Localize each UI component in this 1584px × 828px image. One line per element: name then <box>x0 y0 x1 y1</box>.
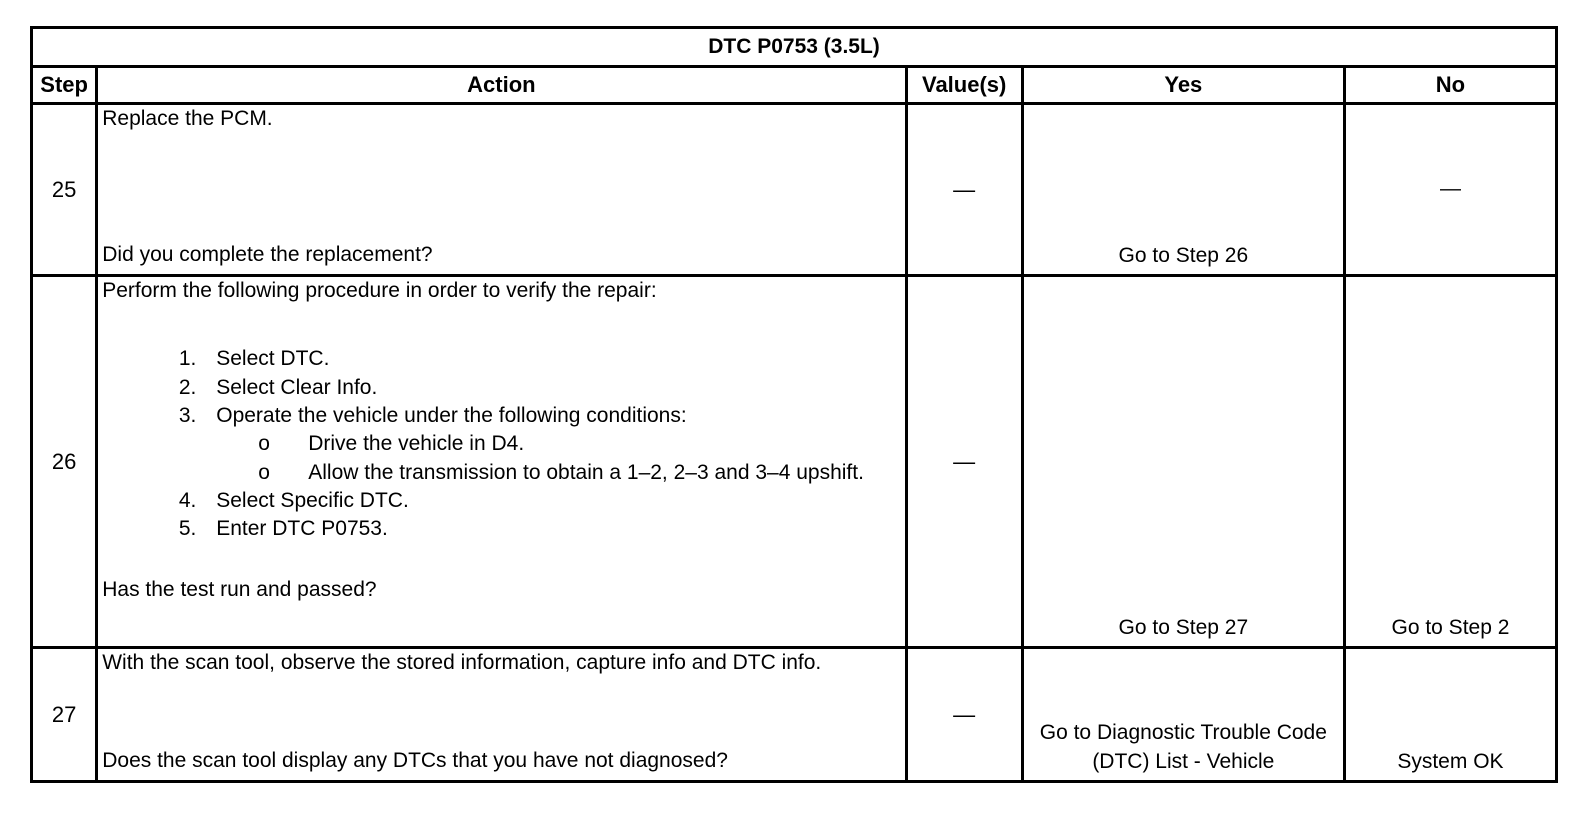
condition-item: o Drive the vehicle in D4. <box>308 430 900 458</box>
header-action: Action <box>97 67 906 104</box>
header-values: Value(s) <box>906 67 1022 104</box>
table-row-step-26 <box>32 276 1557 648</box>
condition-list <box>216 430 900 487</box>
header-no: No <box>1344 67 1556 104</box>
header-yes: Yes <box>1022 67 1344 104</box>
action-question: Does the scan tool display any DTCs that you have not diagnosed? <box>102 748 728 772</box>
procedure-step: 5. Enter DTC P0753. <box>202 515 900 543</box>
action-intro: Perform the following procedure in order to verify the repair: <box>102 279 657 302</box>
value-cell: — <box>906 104 1022 276</box>
no-cell: Go to Step 2 <box>1344 276 1556 648</box>
action-cell <box>97 276 906 648</box>
procedure-step <box>202 402 900 487</box>
table-row-step-27 <box>32 648 1557 782</box>
step-number: 27 <box>32 648 97 782</box>
value-cell: — <box>906 276 1022 648</box>
action-question: Did you complete the replacement? <box>102 242 433 266</box>
yes-cell: Go to Step 26 <box>1022 104 1344 276</box>
step-number: 25 <box>32 104 97 276</box>
yes-cell: Go to Diagnostic Trouble Code (DTC) List - Vehicle <box>1022 648 1344 782</box>
procedure-step: 2. Select Clear Info. <box>202 374 900 402</box>
procedure-step-text: Operate the vehicle under the following conditions: <box>216 404 687 428</box>
yes-cell: Go to Step 27 <box>1022 276 1344 648</box>
value-cell: — <box>906 648 1022 782</box>
action-cell <box>97 648 906 782</box>
table-row-step-25 <box>32 104 1557 276</box>
action-intro: Replace the PCM. <box>102 107 273 130</box>
no-cell: — <box>1344 104 1556 276</box>
procedure-step: 4. Select Specific DTC. <box>202 487 900 515</box>
table-title: DTC P0753 (3.5L) <box>32 28 1557 67</box>
step-number: 26 <box>32 276 97 648</box>
action-question: Has the test run and passed? <box>102 577 377 601</box>
action-intro: With the scan tool, observe the stored information, capture info and DTC info. <box>102 651 822 674</box>
diagnostic-table <box>30 26 1558 783</box>
procedure-step: 1. Select DTC. <box>202 345 900 373</box>
condition-item: o Allow the transmission to obtain a 1–2, 2–3 and 3–4 upshift. <box>308 459 900 487</box>
header-step: Step <box>32 67 97 104</box>
no-cell: System OK <box>1344 648 1556 782</box>
procedure-list <box>102 345 900 543</box>
action-cell <box>97 104 906 276</box>
